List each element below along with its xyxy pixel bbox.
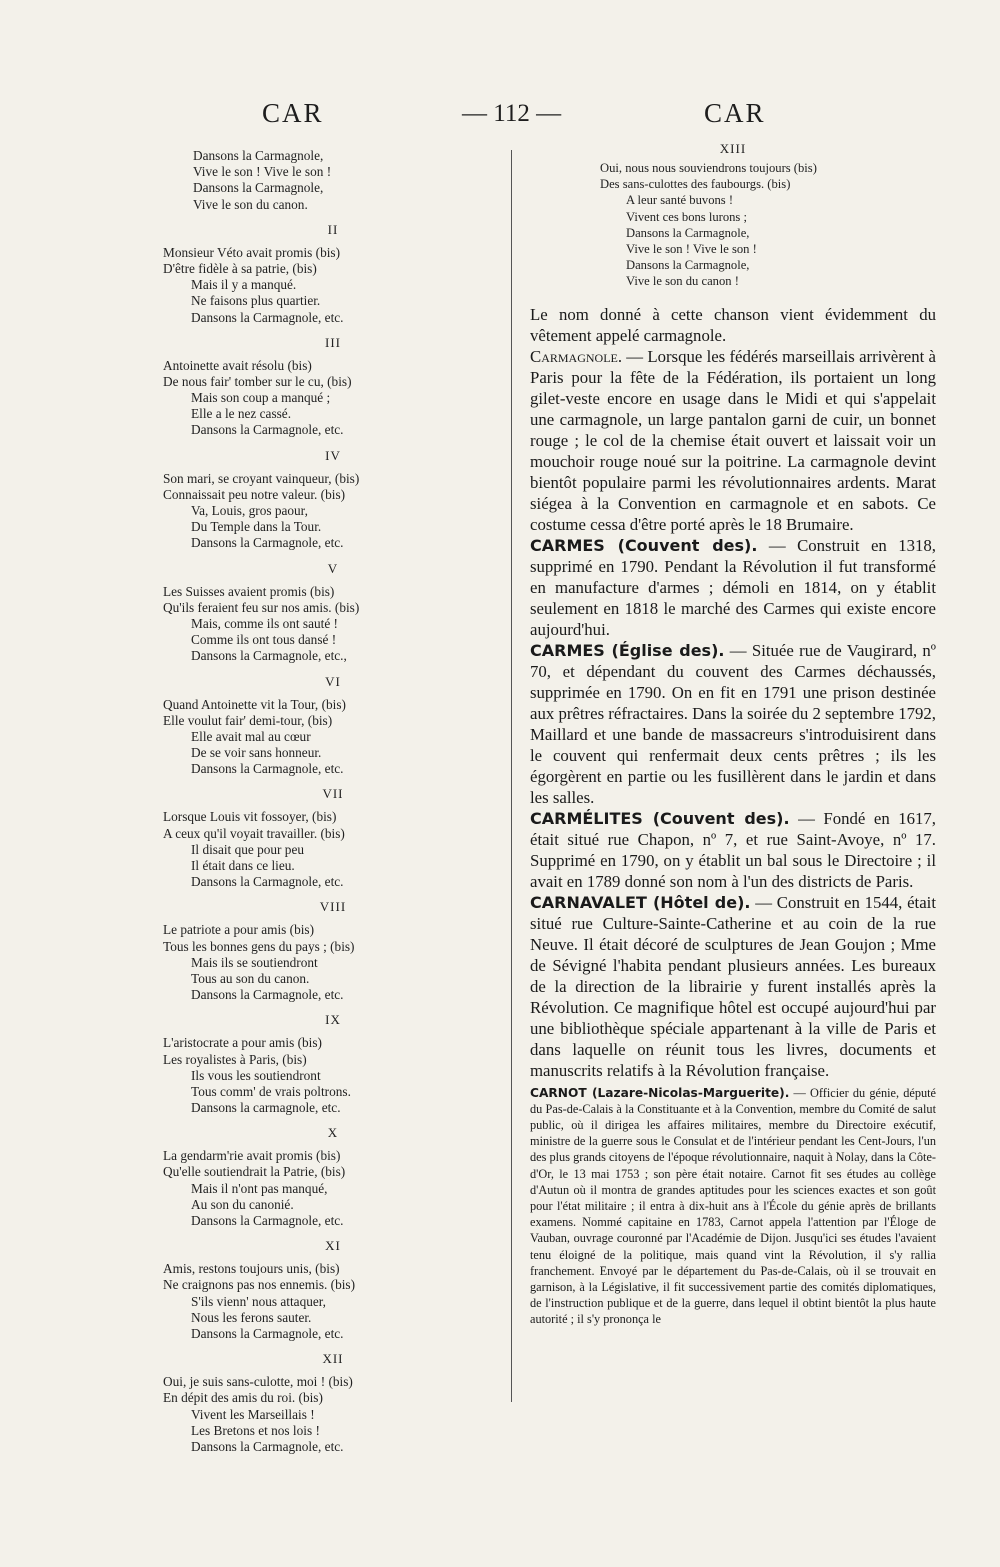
verse-line: Dansons la Carmagnole, etc. [191, 309, 344, 325]
stanza-number: III [325, 334, 341, 350]
verse-line: Dansons la Carmagnole, etc. [191, 422, 344, 438]
verse-line: L'aristocrate a pour amis (bis) [163, 1035, 322, 1051]
stanza [163, 1011, 503, 1116]
verse-line: Qu'ils feraient feu sur nos amis. (bis) [163, 599, 360, 615]
entry-text: — Située rue de Vaugirard, nº 70, et dépendant du couvent des Carmes déchaussés, supprimée en 1790. On en fit en 1791 une prison destinée aux prêtres réfractaires. Dans la soirée du 2 septembre 1792, Maillard et une bande de massacreurs s'introduisirent dans le couvent qui renfermait deux cents prêtres ; ils les égorgèrent en partie ou les fusillèrent dans le jardin et dans les salles. [530, 640, 936, 807]
entry-carmes-couvent [530, 535, 936, 640]
page-number: — 112 — [462, 100, 562, 127]
stanza-number: IV [325, 447, 341, 463]
entry-text: — Construit en 1544, était situé rue Culture-Sainte-Catherine et au coin de la rue Neuve. Il était décoré de sculptures de Jean Goujon ; Mme de Sévigné l'habita pendant plusieurs années. Les bureaux de la direction de la librairie y furent installés après la Révolution. Ce magnifique hôtel est occupé aujourd'hui par une bibliothèque spéciale appartenant à la ville de Paris et dans laquelle on réunit tous les livres, documents et manuscrits relatifs à la Révolution française. [530, 892, 936, 1080]
entry-headword: CARMES (Couvent des). [530, 535, 758, 555]
verse-line: Vive le son ! Vive le son ! [626, 241, 757, 256]
verse-line: Dansons la Carmagnole, etc. [191, 761, 344, 777]
verse-line: S'ils vienn' nous attaquer, [191, 1293, 326, 1309]
verse-line: Dansons la Carmagnole, etc., [191, 648, 347, 664]
verse-line: Son mari, se croyant vainqueur, (bis) [163, 470, 360, 486]
stanza [163, 1237, 503, 1342]
verse-line: Mais ils se soutiendront [191, 954, 318, 970]
verse-line: Connaissait peu notre valeur. (bis) [163, 486, 346, 502]
entry-headword: CARNAVALET (Hôtel de). [530, 892, 751, 912]
verse-line: Oui, je suis sans-culotte, moi ! (bis) [163, 1374, 353, 1390]
verse-line: Monsieur Véto avait promis (bis) [163, 244, 341, 260]
verse-line: Vive le son du canon ! [626, 274, 739, 289]
verse-line: En dépit des amis du roi. (bis) [163, 1390, 323, 1406]
verse-line: Comme ils ont tous dansé ! [191, 632, 337, 648]
stanza-number: IX [325, 1012, 341, 1028]
verse-line: Nous les ferons sauter. [191, 1309, 312, 1325]
verse-line: Il disait que pour peu [191, 841, 304, 857]
stanza [163, 560, 503, 665]
stanza [163, 334, 503, 439]
stanza [163, 785, 503, 890]
column-divider [511, 150, 512, 1402]
verse-line: Mais il n'ont pas manqué, [191, 1180, 328, 1196]
verse-line: Ne craignons pas nos ennemis. (bis) [163, 1277, 356, 1293]
verse-line: Vive le son du canon. [193, 196, 308, 212]
entry-headword: CARNOT (Lazare-Nicolas-Marguerite). [530, 1085, 790, 1100]
stanza [163, 221, 503, 326]
verse-line: Va, Louis, gros paour, [191, 503, 308, 518]
stanza [163, 447, 503, 552]
entry-text: — Fondé en 1617, était situé rue Chapon, nº 7, et rue Saint-Avoye, nº 17. Supprimé en 1790, on y établit un bal sous le Directoire ; il avait en 1789 donné son nom à l'un des districts de Paris. [530, 808, 936, 891]
verse-line: Tous au son du canon. [191, 970, 310, 986]
verse-line: Mais son coup a manqué ; [191, 390, 331, 406]
verse-line: Dansons la Carmagnole, [626, 258, 750, 273]
verse-line: Vive le son ! Vive le son ! [193, 164, 332, 180]
stanza-number: VIII [319, 899, 347, 915]
stanza-list [163, 221, 503, 1455]
verse-line: Des sans-culottes des faubourgs. (bis) [600, 177, 791, 192]
verse-line: Amis, restons toujours unis, (bis) [163, 1261, 340, 1277]
verse-line: La gendarm'rie avait promis (bis) [163, 1148, 341, 1164]
entry-headword: CARMES (Église des). [530, 640, 725, 660]
stanza [163, 898, 503, 1003]
stanza [163, 1124, 503, 1229]
stanza-number: X [327, 1125, 339, 1141]
verse-line: Ne faisons plus quartier. [191, 293, 321, 309]
verse-line: Les Suisses avaient promis (bis) [163, 583, 335, 599]
verse-line: A ceux qu'il voyait travailler. (bis) [163, 825, 345, 841]
running-header [0, 98, 1000, 138]
verse-line: Mais il y a manqué. [191, 277, 297, 293]
verse-line: Dansons la Carmagnole, etc. [191, 535, 344, 551]
intro-refrain [163, 148, 503, 213]
entry-carmes-eglise [530, 640, 936, 808]
stanza-number: VI [325, 673, 341, 689]
verse-line: Dansons la Carmagnole, etc. [191, 1213, 344, 1228]
verse-line: De se voir sans honneur. [191, 745, 322, 761]
verse-line: De nous fair' tomber sur le cu, (bis) [163, 373, 352, 389]
verse-line: Dansons la Carmagnole, [193, 148, 324, 163]
verse-line: Lorsque Louis vit fossoyer, (bis) [163, 809, 337, 825]
verse-line: Dansons la carmagnole, etc. [191, 1100, 341, 1116]
verse-line: Au son du canonié. [191, 1196, 294, 1212]
stanza-number: VII [322, 786, 344, 802]
verse-line: Tous comm' de vrais poltrons. [191, 1083, 351, 1099]
entry-text: — Officier du génie, député du Pas-de-Calais à la Constituante et à la Convention, membre du Comité de salut public, où il dirigea les affaires militaires, membre du Directoire exécutif, ministre de la guerre sous le Consulat et de l'intérieur pendant les Cent-Jours, l'un des plus grands citoyens de l'époque révolutionnaire, naquit à Nolay, dans la Côte-d'Or, le 13 mai 1753 ; son père était notaire. Carnot fit ses études au collège d'Autun où il montra de grandes aptitudes pour les sciences exactes et son goût pour l'état militaire ; il entra à dix-huit ans à l'École du génie après de brillants examens. Nommé capitaine en 1783, Carnot appela l'attention par l'Éloge de Vauban, ouvrage couronné par l'Académie de Dijon. Jusqu'ici ses études l'avaient tenu éloigné de la politique, mais quand vint la Révolution, il s'y rallia franchement. Envoyé par le département du Pas-de-Calais, où il se trouvait en garnison, à la Législative, il fit successivement partie des comités diplomatiques, de l'instruction publique et de la guerre, dans lequel il obtint bientôt la plus haute autorité ; il s'y prononça le [530, 1085, 936, 1327]
entry-carnot [530, 1085, 936, 1328]
verse-line: Elle a le nez cassé. [191, 406, 292, 422]
stanza [163, 673, 503, 778]
verse-line: Elle avait mal au cœur [191, 728, 311, 744]
verse-line: Dansons la Carmagnole, etc. [191, 1325, 344, 1341]
entry-text: — Construit en 1318, supprimé en 1790. Pendant la Révolution il fut transformé en manufacture d'armes ; démoli en 1814, on y établit seulement en 1818 le marché des Carmes qui existe encore aujourd'hui. [530, 535, 936, 639]
entry-carmagnole [530, 346, 936, 535]
entry-text: — Lorsque les fédérés marseillais arrivèrent à Paris pour la fête de la Fédération, ils portaient un long gilet-veste encore en usage dans le Midi et qui s'appelait une carmagnole, un large pantalon garni de cuir, un bonnet rouge ; le col de la chemise était ouvert et laissait voir un mouchoir rouge noué sur la poitrine. La carmagnole devint bientôt populaire parmi les révolutionnaires ardents. Marat siégea à la Convention en carmagnole et en sabots. Ce costume cessa d'être porté après le 18 Brumaire. [530, 346, 936, 534]
verse-line: Quand Antoinette vit la Tour, (bis) [163, 696, 346, 712]
verse-line: Dansons la Carmagnole, [193, 180, 324, 196]
left-column-song [163, 148, 503, 1455]
verse-line: Oui, nous nous souviendrons toujours (bis) [600, 161, 817, 175]
verse-line: Les royalistes à Paris, (bis) [163, 1051, 307, 1067]
entry-carmelites [530, 808, 936, 892]
verse-line: D'être fidèle à sa patrie, (bis) [163, 260, 317, 276]
verse-line: Antoinette avait résolu (bis) [163, 357, 312, 373]
right-column [530, 140, 936, 1340]
verse-line: Du Temple dans la Tour. [191, 519, 322, 535]
stanza-number: II [327, 221, 339, 237]
verse-line: Tous les bonnes gens du pays ; (bis) [163, 938, 355, 954]
entry-carnavalet [530, 892, 936, 1081]
verse-line: Dansons la Carmagnole, etc. [191, 987, 344, 1003]
verse-line: Vivent les Marseillais ! [191, 1406, 315, 1422]
verse-line: Dansons la Carmagnole, etc. [191, 874, 344, 890]
stanza-number: XIII [719, 141, 747, 156]
verse-line: Ils vous les soutiendront [191, 1067, 321, 1083]
verse-line: Les Bretons et nos lois ! [191, 1422, 320, 1438]
verse-line: Dansons la Carmagnole, etc. [191, 1438, 344, 1454]
header-left-guideword: CAR [262, 98, 324, 128]
stanza-number: V [327, 560, 339, 576]
verse-line: Vivent ces bons lurons ; [626, 209, 747, 224]
stanza [163, 1350, 503, 1455]
paragraph-song-name: Le nom donné à cette chanson vient évidemment du vêtement appelé carmagnole. [530, 304, 936, 345]
verse-line: Mais, comme ils ont sauté ! [191, 615, 338, 631]
verse-line: Il était dans ce lieu. [191, 858, 295, 873]
verse-line: A leur santé buvons ! [626, 193, 734, 208]
stanza-xiii [530, 140, 936, 290]
stanza-number: XI [325, 1238, 341, 1254]
verse-line: Le patriote a pour amis (bis) [163, 922, 315, 938]
entry-headword: Carmagnole. [530, 346, 623, 366]
entry-headword: CARMÉLITES (Couvent des). [530, 808, 790, 828]
header-right-guideword: CAR [704, 98, 766, 128]
verse-line: Qu'elle soutiendrait la Patrie, (bis) [163, 1164, 346, 1180]
stanza-number: XII [322, 1351, 344, 1367]
verse-line: Dansons la Carmagnole, [626, 225, 750, 240]
verse-line: Elle voulut fair' demi-tour, (bis) [163, 712, 333, 728]
